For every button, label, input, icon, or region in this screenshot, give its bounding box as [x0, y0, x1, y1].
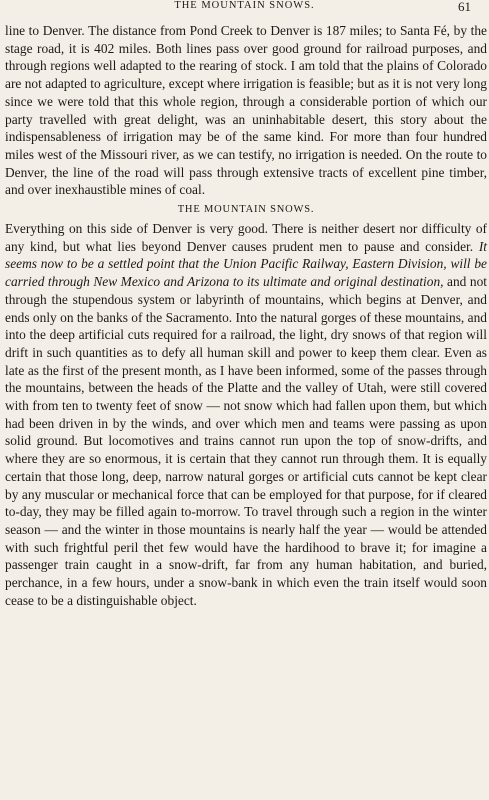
paragraph-2 [5, 220, 487, 609]
body-text [5, 22, 487, 610]
paragraph-2-text-2: and not through the stupendous system or labyrinth of mountains, which begins at Denver, and ends only on the banks of the Sacramento. Into the natural gorges of these mountains, and into the deep artificial cuts required for a railroad, the light, dry snows of that region will drift in such quantities as to defy all human skill and power to keep them clear. Even as late as the first of the present month, as I have been informed, some of the passes through the mountains, between the heads of the Platte and the valley of Utah, were still covered with from ten to twenty feet of snow — not snow which had fallen upon them, but which had been driven in by the winds, and over which men and teams were passing as upon solid ground. But locomotives and trains cannot run upon the top of snow-drifts, and where they are so enormous, it is certain that they cannot run through them. It is equally certain that those long, deep, narrow natural gorges or artificial cuts cannot be kept clear by any muscular or mechanical force that can be employed for that purpose, for if cleared to-day, they may be filled again to-morrow. To travel through such a region in the winter season — and the winter in those mountains is nearly half the year — would be attended with such frightful peril thet few would have the hardihood to brave it; for imagine a passenger train caught in a snow-drift, far from any human habitation, and buried, perchance, in a few hours, under a snow-bank in which even the train itself would soon cease to be a distinguishable object. [5, 274, 488, 608]
section-heading: THE MOUNTAIN SNOWS. [177, 204, 315, 216]
running-head [0, 0, 489, 18]
page-number: 61 [458, 0, 471, 14]
paragraph-2-text-1: Everything on this side of Denver is very good. There is neither desert nor difficulty of any kind, but what lies beyond Denver causes prudent men to pause and consider. [5, 221, 487, 254]
paragraph-2-italic: It seems now to be a settled point that the Union Pacific Railway, Eastern Division, will be carried through New Mexico and Arizona to its ultimate and original destination, [5, 238, 487, 290]
running-title: THE MOUNTAIN SNOWS. [174, 0, 315, 11]
paragraph-1: line to Denver. The distance from Pond Creek to Denver is 187 miles; to Santa Fé, by the stage road, it is 402 miles. Both lines pass over good ground for railroad purposes, and through regions well adapted to the rearing of stock. I am told that the plains of Colorado are not adapted to agriculture, except where irrigation is feasible; but as it is not very long since we were told that this whole region, through a considerable portion of which our party travelled with great delight, was an uninhabitable desert, this story about the indispensableness of irrigation may be of the same kind. For more than four hundred miles west of the Missouri river, as we can testify, no irrigation is needed. On the route to Denver, the line of the road will pass through extensive tracts of excellent pine timber, and over inexhaustible mines of coal. [5, 23, 487, 198]
